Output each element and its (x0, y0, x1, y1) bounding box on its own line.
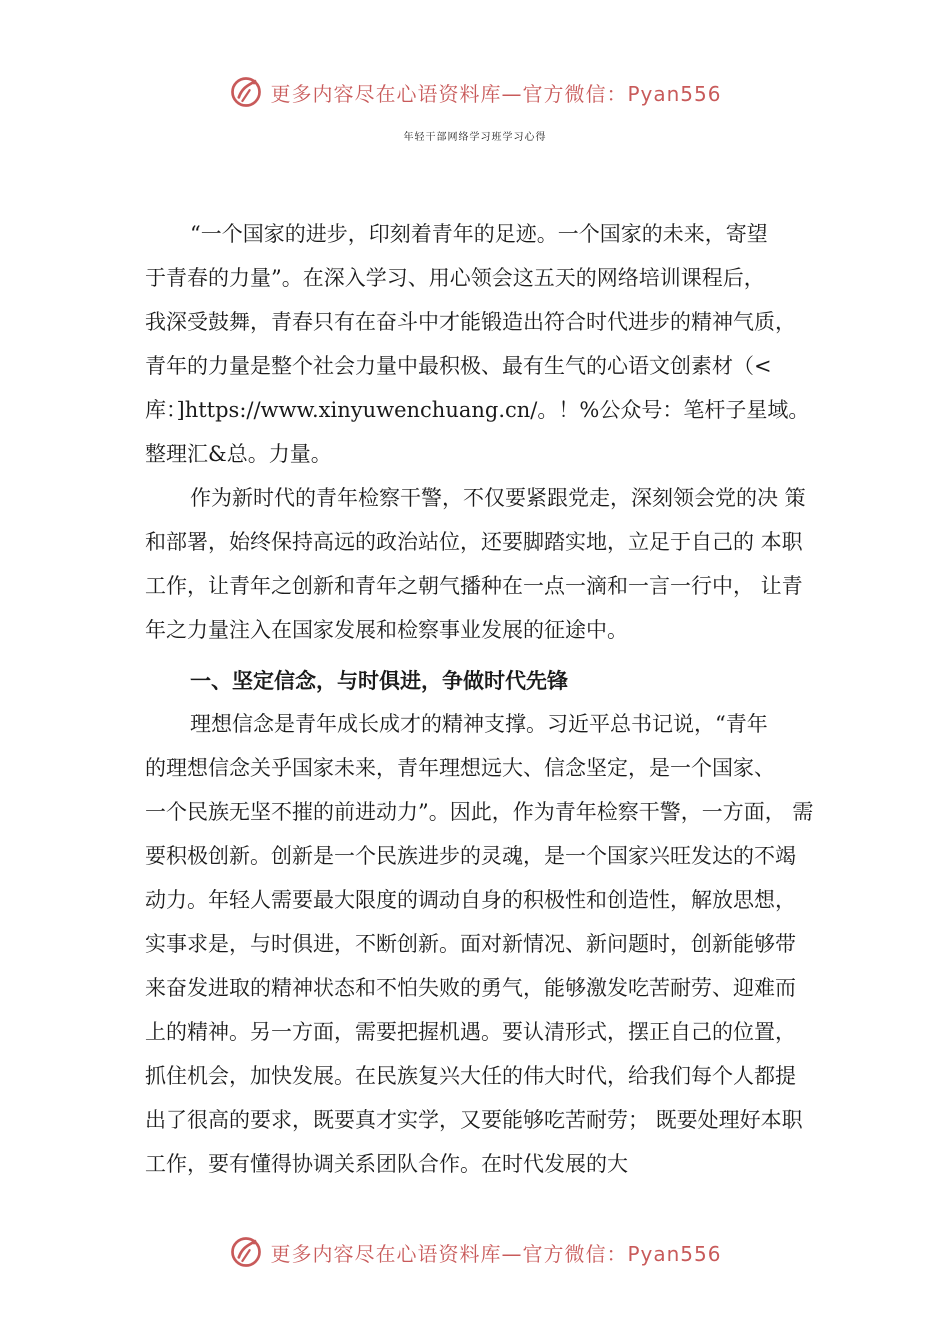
watermark-footer (0, 1232, 950, 1272)
body-line: 实事求是，与时俱进，不断创新。面对新情况、新问题时，创新能够带 (145, 932, 796, 956)
watermark-text: 更多内容尽在心语资料库—官方微信：Pyan556 (270, 1241, 722, 1266)
body-line: 理想信念是青年成长成才的精神支撑。习近平总书记说，“青年 (190, 712, 768, 736)
body-line: 作为新时代的青年检察干警，不仅要紧跟党走，深刻领会党的决 策 (190, 486, 806, 510)
logo-icon (228, 74, 264, 110)
body-line: 一个民族无坚不摧的前进动力”。因此，作为青年检察干警，一方面， 需 (145, 800, 814, 824)
logo-icon (228, 1234, 264, 1270)
body-line: 库：]https://www.xinyuwenchuang.cn/。！%公众号：笔杆子星域。 (145, 398, 810, 422)
body-line: 抓住机会，加快发展。在民族复兴大任的伟大时代，给我们每个人都提 (145, 1064, 796, 1088)
body-line: “一个国家的进步，印刻着青年的足迹。一个国家的未来，寄望 (190, 222, 768, 246)
body-line: 来奋发进取的精神状态和不怕失败的勇气，能够激发吃苦耐劳、迎难而 (145, 976, 796, 1000)
body-line: 青年的力量是整个社会力量中最积极、最有生气的心语文创素材（< (145, 354, 772, 378)
body-line: 工作，要有懂得协调关系团队合作。在时代发展的大 (145, 1152, 628, 1176)
body-line: 出了很高的要求，既要真才实学，又要能够吃苦耐劳； 既要处理好本职 (145, 1108, 803, 1132)
body-line: 于青春的力量”。在深入学习、用心领会这五天的网络培训课程后， (145, 266, 765, 290)
section-heading: 一、坚定信念，与时俱进，争做时代先锋 (190, 669, 568, 693)
watermark-text: 更多内容尽在心语资料库—官方微信：Pyan556 (270, 81, 722, 106)
body-line: 我深受鼓舞，青春只有在奋斗中才能锻造出符合时代进步的精神气质， (145, 310, 796, 334)
document-title: 年轻干部网络学习班学习心得 (403, 132, 547, 143)
body-line: 年之力量注入在国家发展和检察事业发展的征途中。 (145, 618, 628, 642)
body-line: 整理汇&总。力量。 (145, 442, 332, 466)
watermark-header (0, 72, 950, 112)
body-line: 工作，让青年之创新和青年之朝气播种在一点一滴和一言一行中， 让青 (145, 574, 803, 598)
body-line: 和部署，始终保持高远的政治站位，还要脚踏实地，立足于自己的 本职 (145, 530, 803, 554)
body-line: 动力。年轻人需要最大限度的调动自身的积极性和创造性，解放思想， (145, 888, 796, 912)
body-line: 上的精神。另一方面，需要把握机遇。要认清形式，摆正自己的位置， (145, 1020, 796, 1044)
body-line: 要积极创新。创新是一个民族进步的灵魂，是一个国家兴旺发达的不竭 (145, 844, 796, 868)
body-line: 的理想信念关乎国家未来，青年理想远大、信念坚定，是一个国家、 (145, 756, 775, 780)
